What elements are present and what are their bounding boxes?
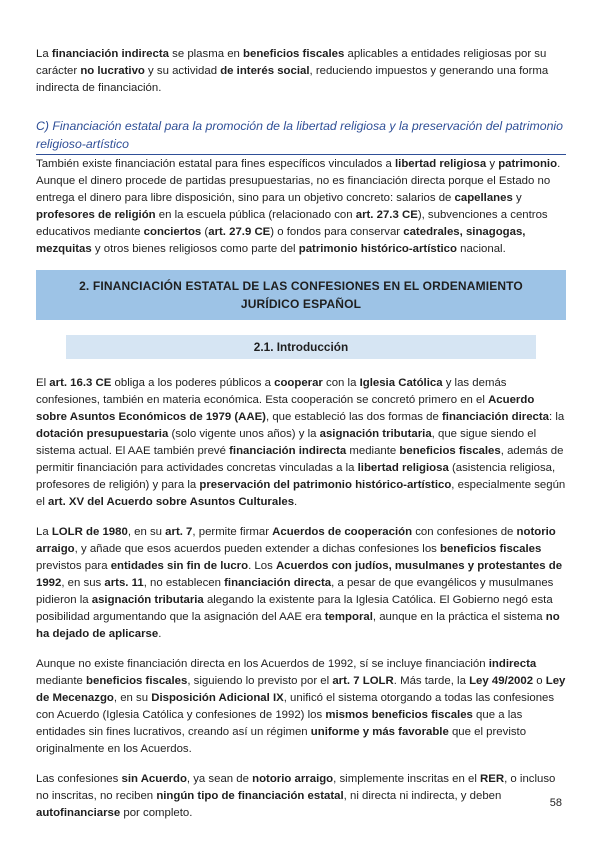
bold-term: Acuerdo sobre Asuntos Económicos de 1979 (AAE) [36, 394, 535, 423]
bold-term: art. 7 LOLR [332, 675, 394, 687]
intro-paragraph: La financiación indirecta se plasma en beneficios fiscales aplicables a entidades religiosas por su carácter no lucrativo y su actividad de interés social, reduciendo impuestos y generando una forma indirecta de financiación. [36, 48, 549, 94]
bold-term: notorio arraigo [36, 526, 556, 555]
bold-term: capellanes [454, 192, 513, 204]
bold-term: beneficios fiscales [399, 445, 501, 457]
bold-term: Ley 49/2002 [469, 675, 534, 687]
section-heading: 2. FINANCIACIÓN ESTATAL DE LAS CONFESIONES EN EL ORDENAMIENTO JURÍDICO ESPAÑOL [36, 270, 566, 320]
bold-term: art. 7 [165, 526, 193, 538]
bold-term: de interés social [220, 65, 310, 77]
bold-term: Acuerdos con judíos, musulmanes y protestantes de 1992 [36, 560, 563, 589]
bold-term: LOLR de 1980 [51, 526, 128, 538]
bold-term: profesores de religión [36, 209, 156, 221]
bold-term: financiación indirecta [229, 445, 347, 457]
bold-term: art. 27.3 CE [355, 209, 418, 221]
page-content [36, 46, 566, 822]
body-paragraph: Aunque no existe financiación directa en los Acuerdos de 1992, sí se incluye financiación indirecta mediante beneficios fiscales, siguiendo lo previsto por el art. 7 LOLR. Más tarde, la Ley 49/2002 o Ley de Mecenazgo, en su Disposición Adicional IX, unificó el sistema otorgando a todas las confesiones con Acuerdo (Iglesia Católica y confesiones de 1992) los mismos beneficios fiscales que a las entidades sin fines lucrativos, creando así un régimen uniforme y más favorable que el previsto originalmente en los Acuerdos. [36, 658, 566, 755]
bold-term: mismos beneficios fiscales [325, 709, 473, 721]
bold-term: notorio arraigo [252, 773, 334, 785]
bold-term: libertad religiosa [395, 158, 487, 170]
bold-term: uniforme y más favorable [310, 726, 449, 738]
bold-term: arts. 11 [104, 577, 144, 589]
bold-term: beneficios fiscales [440, 543, 542, 555]
bold-term: sin Acuerdo [121, 773, 187, 785]
bold-term: preservación del patrimonio histórico-artístico [199, 479, 452, 491]
subsection-heading: 2.1. Introducción [66, 335, 536, 359]
body-paragraph: El art. 16.3 CE obliga a los poderes públicos a cooperar con la Iglesia Católica y las demás confesiones, también en materia económica. Esta cooperación se concretó primero en el Acuerdo sobre Asuntos Económicos de 1979 (AAE), que estableció las dos formas de financiación directa: la dotación presupuestaria (solo vigente unos años) y la asignación tributaria, que sigue siendo el sistema actual. El AAE también prevé financiación indirecta mediante beneficios fiscales, además de permitir financiación para actividades concretas vinculadas a la libertad religiosa (asistencia religiosa, profesores de religión) y para la preservación del patrimonio histórico-artístico, especialmente según el art. XV del Acuerdo sobre Asuntos Culturales. [36, 377, 566, 508]
bold-term: no ha dejado de aplicarse [36, 611, 560, 640]
subsection-c-paragraph: También existe financiación estatal para fines específicos vinculados a libertad religiosa y patrimonio. Aunque el dinero procede de partidas presupuestarias, no es financiación directa porque el Estado no entrega el dinero para libre disposición, sino para un objetivo concreto: salarios de capellanes y profesores de religión en la escuela pública (relacionado con art. 27.3 CE), subvenciones a centros educativos mediante conciertos (art. 27.9 CE) o fondos para conservar catedrales, sinagogas, mezquitas y otros bienes religiosos como parte del patrimonio histórico-artístico nacional. [36, 158, 561, 255]
bold-term: cooperar [274, 377, 323, 389]
bold-term: RER [480, 773, 505, 785]
bold-term: autofinanciarse [36, 807, 121, 819]
bold-term: temporal [324, 611, 373, 623]
bold-term: Iglesia Católica [359, 377, 443, 389]
bold-term: beneficios fiscales [86, 675, 188, 687]
bold-term: Acuerdos de cooperación [272, 526, 413, 538]
bold-term: catedrales, sinagogas, mezquitas [36, 226, 526, 255]
bold-term: entidades sin fin de lucro [110, 560, 249, 572]
bold-term: beneficios fiscales [243, 48, 345, 60]
bold-term: art. XV del Acuerdo sobre Asuntos Culturales [48, 496, 295, 508]
bold-term: art. 16.3 CE [49, 377, 112, 389]
bold-term: patrimonio histórico-artístico [298, 243, 457, 255]
bold-term: ningún tipo de financiación estatal [156, 790, 344, 802]
bold-term: asignación tributaria [319, 428, 432, 440]
bold-term: patrimonio [498, 158, 558, 170]
bold-term: financiación indirecta [51, 48, 169, 60]
bold-term: Disposición Adicional IX [151, 692, 284, 704]
body-paragraph: Las confesiones sin Acuerdo, ya sean de notorio arraigo, simplemente inscritas en el RER, o incluso no inscritas, no reciben ningún tipo de financiación estatal, ni directa ni indirecta, y deben autofinanciarse por completo. [36, 773, 556, 819]
bold-term: Ley de Mecenazgo [36, 675, 566, 704]
bold-term: financiación directa [224, 577, 332, 589]
bold-term: no lucrativo [80, 65, 145, 77]
bold-term: libertad religiosa [357, 462, 449, 474]
bold-term: asignación tributaria [91, 594, 204, 606]
subsection-c-heading: C) Financiación estatal para la promoción de la libertad religiosa y la preservación del patrimonio religioso-artístico [36, 117, 566, 155]
bold-term: conciertos [143, 226, 202, 238]
page-number: 58 [549, 797, 562, 809]
bold-term: art. 27.9 CE [208, 226, 271, 238]
bold-term: dotación presupuestaria [36, 428, 169, 440]
bold-term: indirecta [488, 658, 537, 670]
body-paragraph: La LOLR de 1980, en su art. 7, permite firmar Acuerdos de cooperación con confesiones de notorio arraigo, y añade que esos acuerdos pueden extender a dichas confesiones los beneficios fiscales previstos para entidades sin fin de lucro. Los Acuerdos con judíos, musulmanes y protestantes de 1992, en sus arts. 11, no establecen financiación directa, a pesar de que evangélicos y musulmanes pidieron la asignación tributaria alegando la existente para la Iglesia Católica. El Gobierno negó esta posibilidad argumentando que la asignación del AAE era temporal, aunque en la práctica el sistema no ha dejado de aplicarse. [36, 526, 563, 640]
bold-term: financiación directa [442, 411, 549, 423]
